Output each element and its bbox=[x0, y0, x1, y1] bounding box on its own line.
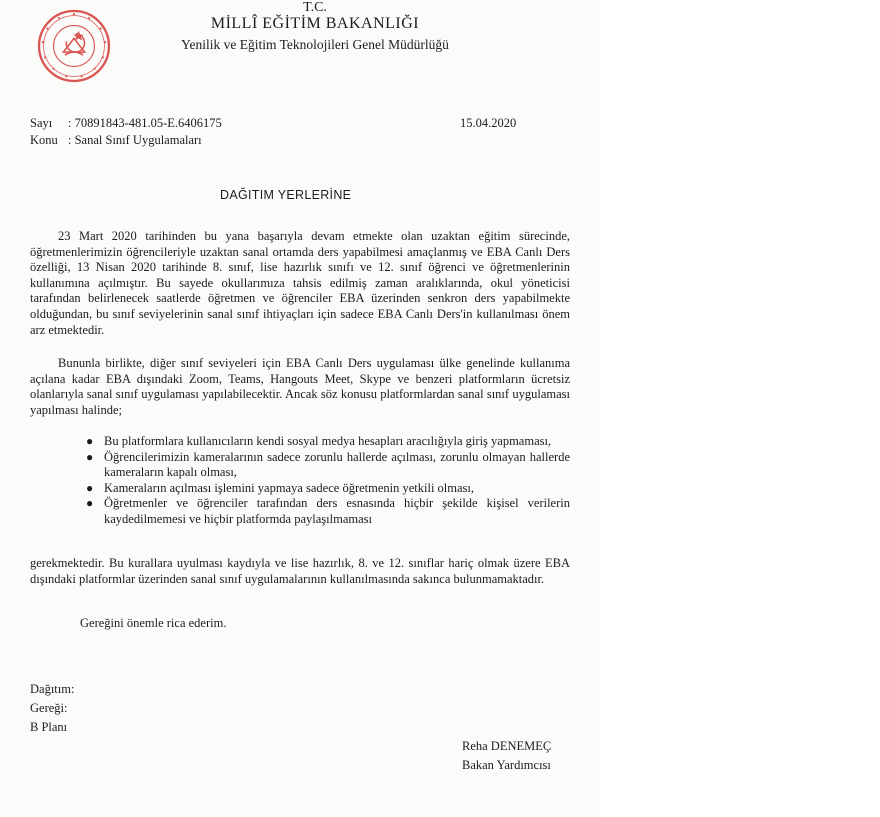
bullet-icon: ● bbox=[86, 496, 94, 511]
request-line: Gereğini önemle rica ederim. bbox=[80, 616, 227, 630]
sayi-line bbox=[30, 116, 222, 131]
rules-list bbox=[84, 434, 570, 528]
blank-margin bbox=[600, 0, 880, 817]
bullet-icon: ● bbox=[86, 434, 94, 448]
plan-label: B Planı bbox=[30, 720, 68, 734]
ministry-seal-icon bbox=[36, 8, 112, 84]
document-title: DAĞITIM YERLERİNE bbox=[220, 188, 352, 202]
distribution-label: Dağıtım: bbox=[30, 682, 75, 696]
signatory-name: Reha DENEMEÇ bbox=[462, 739, 552, 753]
list-item: ● Kameraların açılması işlemini yapmaya sadece öğretmenin yetkili olması, bbox=[86, 480, 475, 495]
paragraph-1: 23 Mart 2020 tarihinden bu yana başarıyla devam etmekte olan uzaktan eğitim sürecinde, öğretmenlerimizin öğrencileriyle uzaktan sanal ortamda ders yapabilmesi amaçlanmış ve EBA Canlı Ders özelliği, 13 Nisan 2020 tarihinde 8. sınıf, lise hazırlık sınıfı ve 12. sınıf öğrenci ve öğretmenlerinin kullanımına açılmıştır. Bu sayede okullarımıza tahsis edilmiş zaman aralıklarında, okul yöneticisi tarafından belirlenecek saatlerde öğretmen ve öğrenciler EBA üzerinden senkron ders yapabilmekte olduğundan, bu sınıf seviyelerinin sanal sınıf ihtiyaçları için sadece EBA Canlı Ders'in kullanılması önem arz etmektedir. bbox=[30, 229, 570, 337]
konu-value: : Sanal Sınıf Uygulamaları bbox=[68, 133, 202, 147]
header-tc: T.C. bbox=[303, 0, 327, 15]
list-item: ● Öğrencilerimizin kameralarının sadece zorunlu hallerde açılması, zorunlu olmayan hallerde kameraların kapalı olması, bbox=[86, 449, 570, 480]
konu-line bbox=[30, 133, 202, 148]
geregi-label: Gereği: bbox=[30, 701, 68, 715]
bullet-icon: ● bbox=[86, 449, 94, 464]
list-item: ● Bu platformlara kullanıcıların kendi sosyal medya hesapları aracılığıyla giriş yapmaması, bbox=[86, 434, 552, 448]
list-item: ● Öğretmenler ve öğrenciler tarafından ders esnasında hiçbir şekilde kişisel verilerin kaydedilmemesi ve hiçbir platformda paylaşılmaması bbox=[86, 496, 570, 526]
paragraph-2: Bununla birlikte, diğer sınıf seviyeleri için EBA Canlı Ders uygulaması ülke genelinde kullanıma açılana kadar EBA dışındaki Zoom, Teams, Hangouts Meet, Skype ve benzeri platformların ücretsiz olanlarıyla sanal sınıf uygulaması yapılabilecektir. Ancak söz konusu platformlardan sanal sınıf uygulaması yapılması halinde; bbox=[30, 356, 570, 417]
signatory-title: Bakan Yardımcısı bbox=[462, 758, 551, 772]
sayi-value: : 70891843-481.05-E.6406175 bbox=[68, 116, 222, 130]
document-date: 15.04.2020 bbox=[460, 116, 517, 130]
bullet-icon: ● bbox=[86, 480, 94, 495]
closing-paragraph: gerekmektedir. Bu kurallara uyulması kaydıyla ve lise hazırlık, 8. ve 12. sınıflar hariç olmak üzere EBA dışındaki platformlar üzerinden sanal sınıf uygulamalarının kullanılmasında sakınca bulunmamaktadır. bbox=[30, 556, 570, 586]
header-department: Yenilik ve Eğitim Teknolojileri Genel Müdürlüğü bbox=[181, 37, 449, 52]
konu-label: Konu bbox=[30, 133, 58, 147]
sayi-label: Sayı bbox=[30, 116, 53, 130]
header-ministry: MİLLÎ EĞİTİM BAKANLIĞI bbox=[210, 15, 420, 32]
